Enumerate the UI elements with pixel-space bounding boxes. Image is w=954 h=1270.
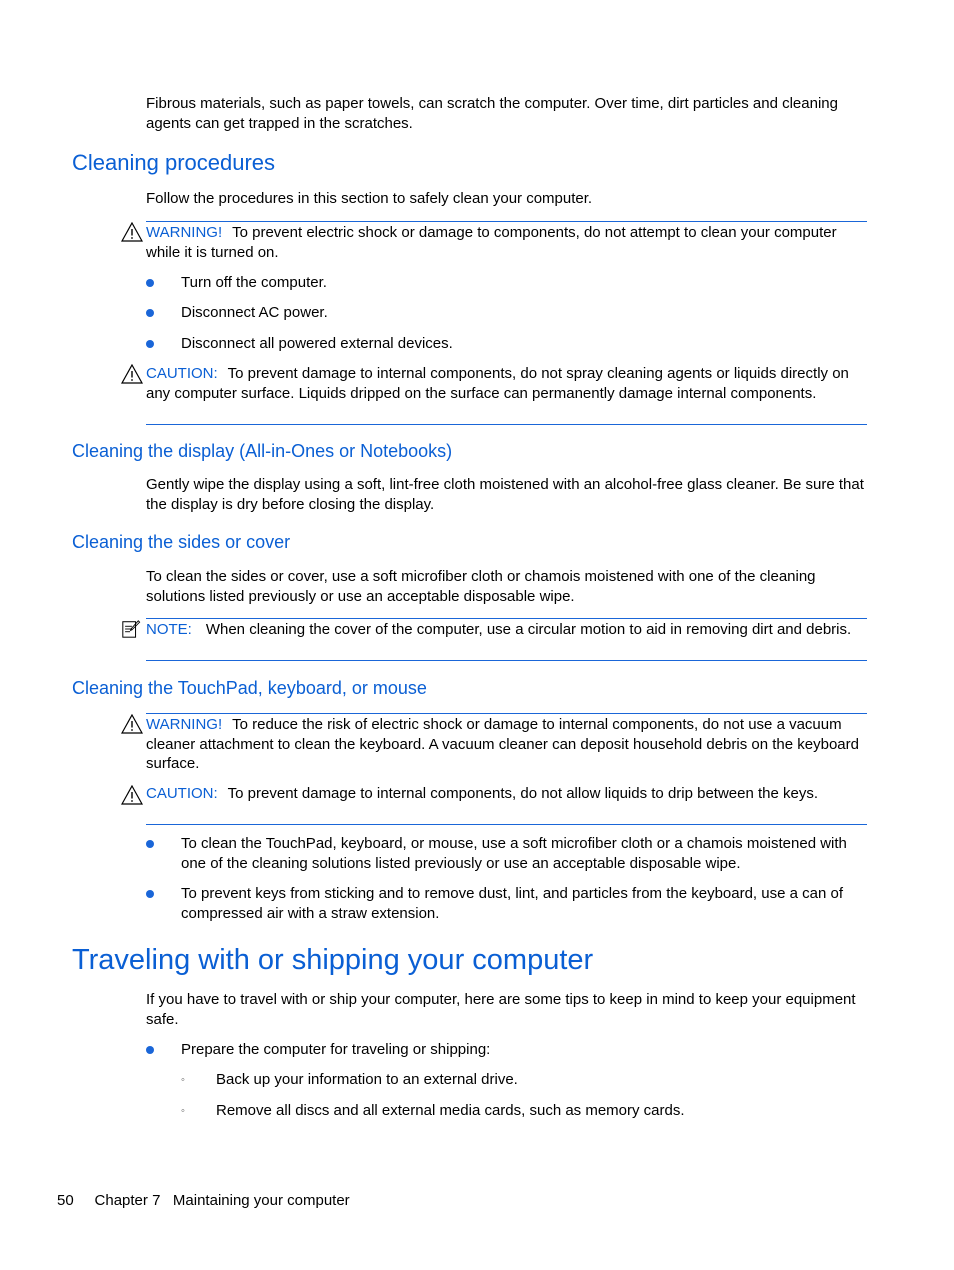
list-item: Prepare the computer for traveling or shipping: bbox=[181, 1041, 491, 1058]
warning-text: To prevent electric shock or damage to components, do not attempt to clean your computer while it is turned on. bbox=[146, 224, 837, 261]
warning-notice-1 bbox=[146, 223, 868, 262]
bullet-dot bbox=[146, 279, 154, 287]
list-item: Disconnect AC power. bbox=[181, 304, 328, 321]
intro-paragraph: Fibrous materials, such as paper towels, can scratch the computer. Over time, dirt particles and cleaning agents can get trapped in the scratches. bbox=[146, 95, 838, 132]
traveling-heading: Traveling with or shipping your computer bbox=[72, 944, 594, 976]
page-number: 50 bbox=[57, 1192, 74, 1209]
chapter-title: Maintaining your computer bbox=[172, 1192, 350, 1209]
caution-text: To prevent damage to internal components, do not allow liquids to drip between the keys. bbox=[227, 785, 819, 802]
cleaning-sides-text: To clean the sides or cover, use a soft microfiber cloth or chamois moistened with one of the cleaning solutions listed previously or use an acceptable disposable wipe. bbox=[146, 568, 816, 605]
cleaning-sides-heading: Cleaning the sides or cover bbox=[72, 532, 291, 552]
caution-notice-1 bbox=[146, 364, 868, 403]
bullet-dot bbox=[146, 840, 154, 848]
list-item: Turn off the computer. bbox=[181, 274, 327, 291]
notice-rule bbox=[146, 221, 867, 222]
cleaning-touchpad-heading: Cleaning the TouchPad, keyboard, or mouse bbox=[72, 678, 427, 698]
note-label: NOTE: bbox=[146, 621, 192, 638]
warning-label: WARNING! bbox=[146, 716, 223, 733]
bullet-dot bbox=[146, 1046, 154, 1054]
caution-label: CAUTION: bbox=[146, 365, 218, 382]
chapter-number: Chapter 7 bbox=[94, 1192, 161, 1209]
sub-bullet-marker: ◦ bbox=[181, 1074, 185, 1086]
caution-notice-2 bbox=[146, 784, 868, 804]
list-item: Disconnect all powered external devices. bbox=[181, 335, 453, 352]
cleaning-procedures-heading: Cleaning procedures bbox=[72, 150, 276, 175]
sub-bullet-marker: ◦ bbox=[181, 1105, 185, 1117]
list-item: To prevent keys from sticking and to remove dust, lint, and particles from the keyboard, use a can of compressed air with a straw extension. bbox=[181, 885, 843, 922]
caution-text: To prevent damage to internal components, do not spray cleaning agents or liquids directly on any computer surface. Liquids dripped on the surface can permanently damage internal components. bbox=[146, 365, 849, 402]
sub-list-item: Back up your information to an external drive. bbox=[216, 1071, 518, 1088]
caution-label: CAUTION: bbox=[146, 785, 218, 802]
sub-list-item: Remove all discs and all external media cards, such as memory cards. bbox=[216, 1102, 685, 1119]
cleaning-display-text: Gently wipe the display using a soft, lint-free cloth moistened with an alcohol-free glass cleaner. Be sure that the display is dry before closing the display. bbox=[146, 476, 864, 513]
notice-rule bbox=[146, 824, 867, 825]
warning-label: WARNING! bbox=[146, 224, 223, 241]
caution-triangle-icon bbox=[121, 364, 143, 384]
caution-triangle-icon bbox=[121, 785, 143, 805]
list-item: To clean the TouchPad, keyboard, or mouse, use a soft microfiber cloth or a chamois moistened with one of the cleaning solutions listed previously or use an acceptable disposable wipe. bbox=[181, 835, 847, 872]
notice-rule bbox=[146, 713, 867, 714]
notice-rule bbox=[146, 618, 867, 619]
notice-rule bbox=[146, 660, 867, 661]
warning-triangle-icon bbox=[121, 222, 143, 242]
page-footer bbox=[57, 1191, 350, 1211]
notice-rule bbox=[146, 424, 867, 425]
cleaning-procedures-intro: Follow the procedures in this section to safely clean your computer. bbox=[146, 190, 593, 207]
warning-text: To reduce the risk of electric shock or damage to internal components, do not use a vacuum cleaner attachment to clean the keyboard. A vacuum cleaner can deposit household debris on the keyboard surface. bbox=[146, 716, 859, 772]
bullet-dot bbox=[146, 340, 154, 348]
cleaning-display-heading: Cleaning the display (All-in-Ones or Notebooks) bbox=[72, 441, 453, 461]
warning-triangle-icon bbox=[121, 714, 143, 734]
traveling-text: If you have to travel with or ship your computer, here are some tips to keep in mind to keep your equipment safe. bbox=[146, 991, 856, 1028]
warning-notice-2 bbox=[146, 715, 868, 774]
note-text: When cleaning the cover of the computer, use a circular motion to aid in removing dirt and debris. bbox=[205, 621, 852, 638]
note-icon bbox=[120, 619, 142, 639]
note-notice bbox=[146, 620, 868, 640]
bullet-dot bbox=[146, 309, 154, 317]
bullet-dot bbox=[146, 890, 154, 898]
